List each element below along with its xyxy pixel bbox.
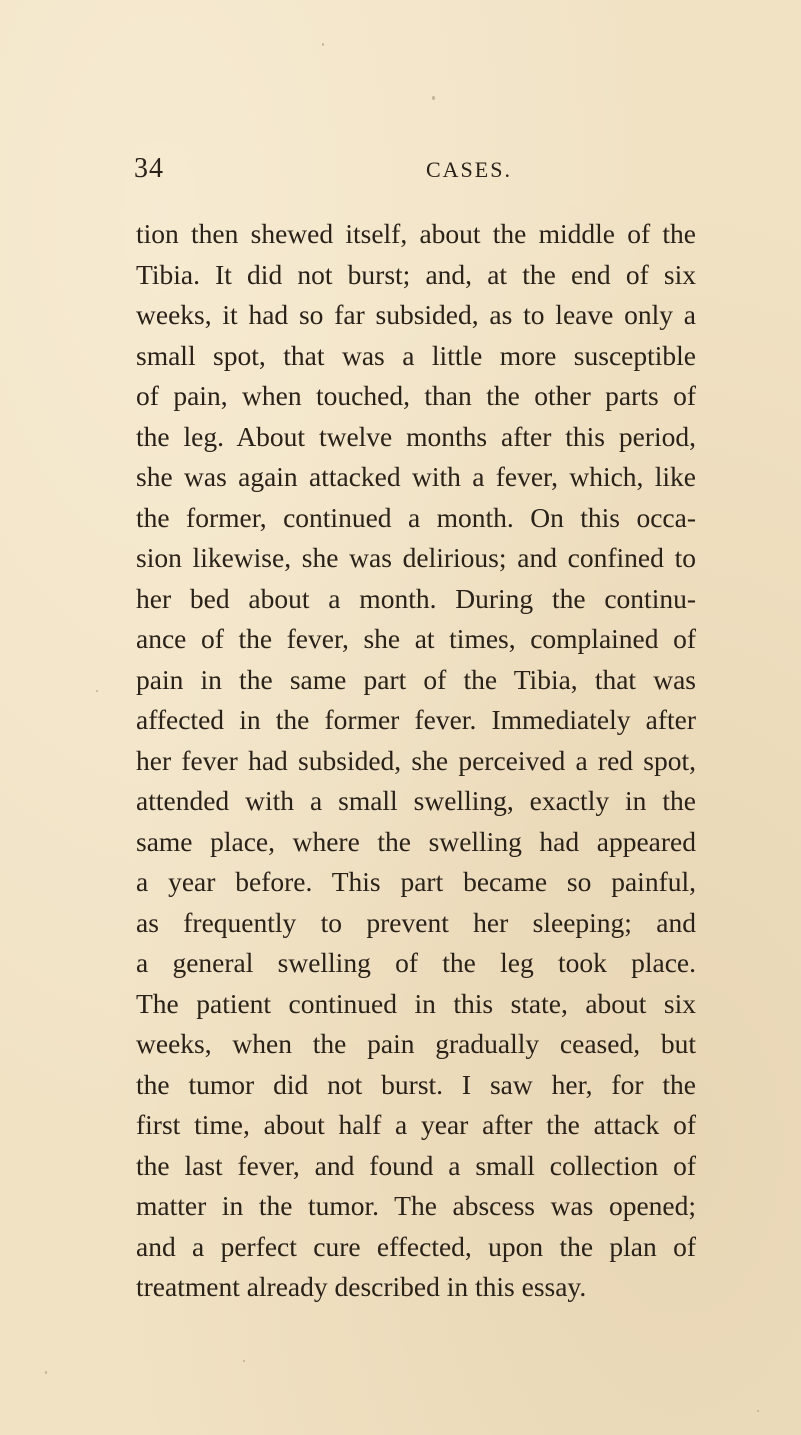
text-line: a year before. This part became so painful, (136, 866, 696, 897)
text-line: Tibia. It did not burst; and, at the end of six (136, 258, 696, 290)
text-line: tion then shewed itself, about the middle of the (136, 218, 696, 249)
text-line: and a perfect cure effected, upon the plan of (136, 1230, 696, 1262)
text-line: pain in the same part of the Tibia, that was (136, 663, 696, 695)
running-head (134, 153, 694, 193)
text-line: weeks, when the pain gradually ceased, but (136, 1028, 696, 1059)
text-line: a general swelling of the leg took place. (136, 947, 696, 978)
paper-speck (322, 43, 324, 46)
paper-speck (45, 1371, 47, 1374)
text-line: the last fever, and found a small collection of (136, 1149, 696, 1181)
paper-speck (96, 690, 98, 692)
text-line: as frequently to prevent her sleeping; and (136, 906, 696, 938)
text-line: treatment already described in this essay. (136, 1271, 587, 1302)
text-line: she was again attacked with a fever, which, like (136, 461, 696, 492)
text-line: small spot, that was a little more susceptible (136, 339, 696, 371)
paper-speck (243, 1360, 245, 1362)
text-line: the tumor did not burst. I saw her, for the (136, 1068, 696, 1100)
text-line: attended with a small swelling, exactly in the (136, 785, 696, 816)
text-line: the leg. About twelve months after this period, (136, 420, 696, 452)
text-line: her fever had subsided, she perceived a red spot, (136, 744, 696, 776)
text-line: matter in the tumor. The abscess was opened; (136, 1190, 696, 1221)
body-text (136, 214, 696, 1308)
page-number: 34 (134, 153, 164, 184)
paper-speck (757, 1410, 759, 1412)
text-line: her bed about a month. During the continu- (136, 582, 696, 614)
paper-speck (432, 96, 435, 100)
text-line: same place, where the swelling had appeared (136, 825, 696, 857)
text-line: ance of the fever, she at times, complained of (136, 623, 696, 654)
text-line: The patient continued in this state, about six (136, 987, 696, 1019)
text-line: sion likewise, she was delirious; and confined to (136, 542, 696, 573)
text-line: first time, about half a year after the attack of (136, 1109, 696, 1140)
text-line: the former, continued a month. On this occa- (136, 501, 696, 533)
text-line: weeks, it had so far subsided, as to leave only a (136, 299, 696, 330)
section-title: CASES. (426, 157, 512, 182)
text-line: affected in the former fever. Immediately after (136, 704, 696, 735)
text-line: of pain, when touched, than the other parts of (136, 380, 696, 411)
